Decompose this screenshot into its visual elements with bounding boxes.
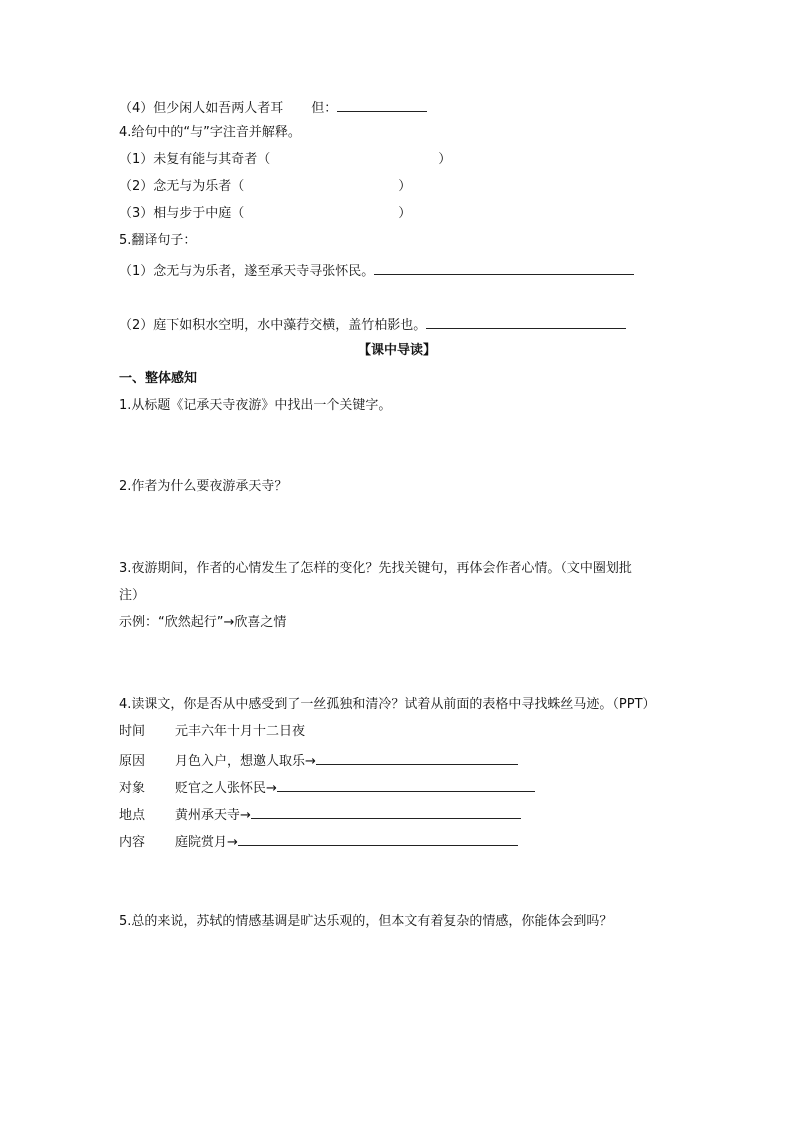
- table-row: [119, 831, 518, 852]
- answer-blank[interactable]: [238, 831, 518, 846]
- zhuyin-question: 4.给句中的“与”字注音并解释。: [119, 125, 301, 140]
- row-label: 地点: [119, 808, 146, 823]
- table-row: [119, 777, 535, 798]
- row-content: 庭院赏月→: [175, 835, 238, 850]
- row-content: 月色入户，想邀人取乐→: [175, 754, 316, 769]
- section-title: 【课中导读】: [357, 343, 436, 358]
- question-3-example: 示例：“欣然起行”→欣喜之情: [119, 615, 287, 630]
- q4-item-line: [119, 97, 427, 118]
- answer-blank[interactable]: [251, 804, 521, 819]
- table-row: [119, 750, 518, 771]
- answer-blank[interactable]: [337, 97, 427, 112]
- q4-hint: 但：: [311, 101, 338, 116]
- row-label: 时间: [119, 724, 146, 739]
- row-content: 黄州承天寺→: [175, 808, 251, 823]
- row-content: 元丰六年十月十二日夜: [175, 724, 306, 739]
- question-3-cont: 注）: [119, 588, 146, 603]
- question-1: 1.从标题《记承天寺夜游》中找出一个关键字。: [119, 398, 392, 413]
- zhuyin-item: （2）念无与为乐者（ ）: [119, 179, 412, 194]
- table-row: [119, 723, 305, 741]
- row-label: 内容: [119, 835, 146, 850]
- zhuyin-item: （3）相与步于中庭（ ）: [119, 206, 412, 221]
- question-5: 5.总的来说，苏轼的情感基调是旷达乐观的，但本文有着复杂的情感，你能体会到吗？: [119, 914, 613, 929]
- translate-title: 5.翻译句子：: [119, 233, 197, 248]
- row-label: 原因: [119, 754, 146, 769]
- translate-item: （1）念无与为乐者，遂至承天寺寻张怀民。: [119, 260, 634, 281]
- answer-blank[interactable]: [374, 260, 634, 275]
- translate-item: （2）庭下如积水空明，水中藻荇交横，盖竹柏影也。: [119, 314, 626, 335]
- question-3: 3.夜游期间，作者的心情发生了怎样的变化？先找关键句，再体会作者心情。（文中圈划批: [119, 561, 632, 576]
- row-label: 对象: [119, 781, 146, 796]
- question-4: 4.读课文，你是否从中感受到了一丝孤独和清冷？试着从前面的表格中寻找蛛丝马迹。（PPT）: [119, 697, 656, 712]
- table-row: [119, 804, 521, 825]
- answer-blank[interactable]: [277, 777, 535, 792]
- q4-item-text: （4）但少闲人如吾两人者耳: [119, 101, 284, 116]
- part-heading: 一、整体感知: [119, 371, 198, 386]
- zhuyin-item: （1）未复有能与其奇者（ ）: [119, 152, 452, 167]
- question-2: 2.作者为什么要夜游承天寺？: [119, 479, 288, 494]
- answer-blank[interactable]: [316, 750, 518, 765]
- row-content: 贬官之人张怀民→: [175, 781, 277, 796]
- answer-blank[interactable]: [426, 314, 626, 329]
